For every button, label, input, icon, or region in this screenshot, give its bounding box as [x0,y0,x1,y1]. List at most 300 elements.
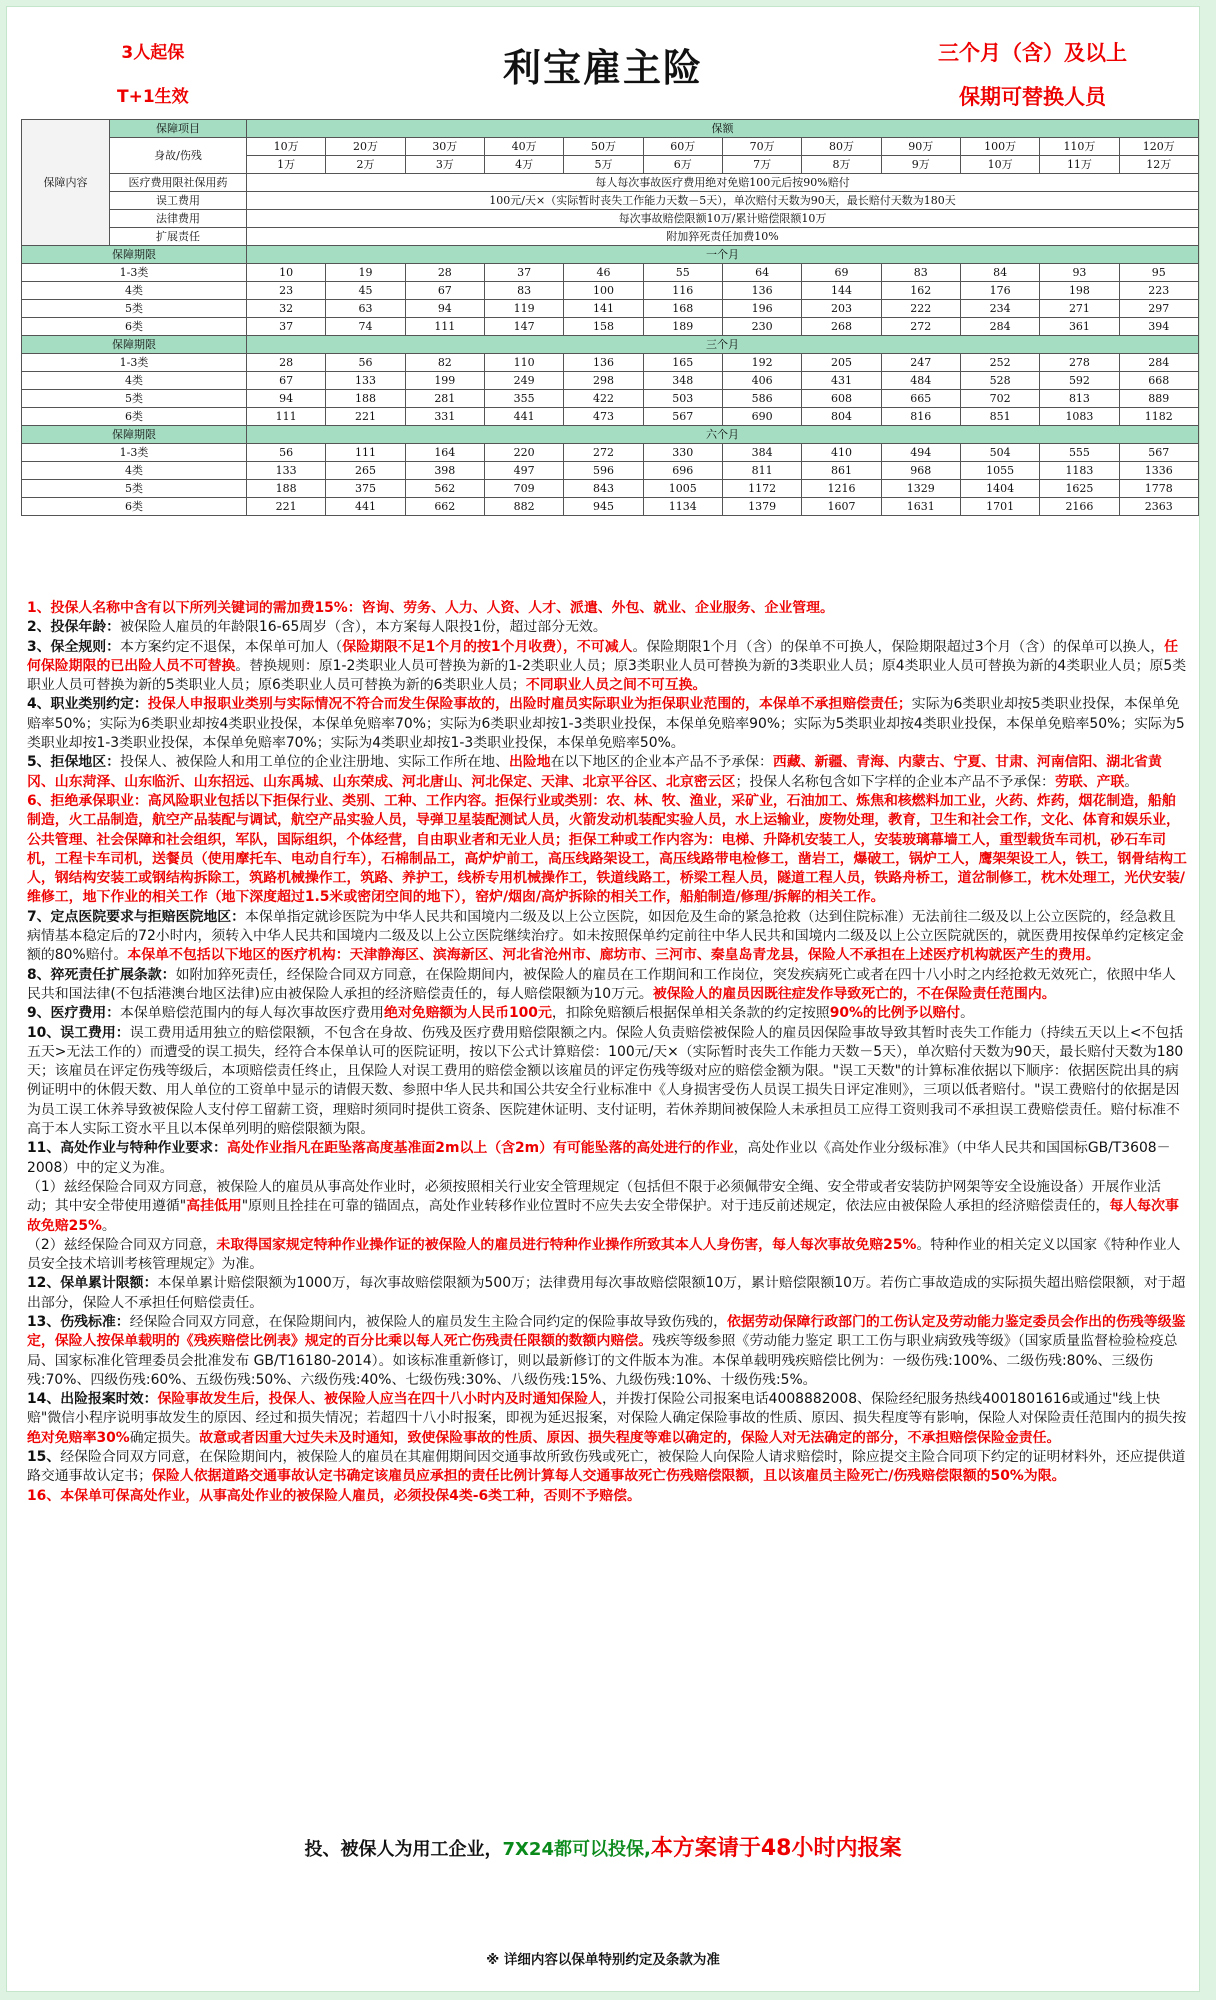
medical-value: 1万 [247,156,326,174]
premium-value: 220 [484,444,563,462]
premium-value: 111 [405,318,484,336]
premium-value: 144 [802,282,881,300]
rule-paragraph [27,695,1187,753]
premium-value: 398 [405,462,484,480]
premium-value: 592 [1040,372,1119,390]
footer-part2: 7X24都可以投保, [502,1839,651,1860]
rule-text: ，扣除免赔额后根据保单相关条款的约定按照 [551,1005,830,1022]
premium-value: 116 [643,282,722,300]
rule-text: 4、职业类别约定： [27,696,148,713]
premium-value: 330 [643,444,722,462]
rule-text: ，并拨打保险公司报案电话4008882008、保险经纪服务热线4001801616或通过"线上快赔"微信小程序说明事故发生的原因、经过和损失情况；若超四十八小时报案，即视为延迟报案，对保险人确定保险事故的性质、原因、损失程度等有影响，保险人对保险责任范围内的损失按 [27,1391,1187,1427]
premium-value: 384 [722,444,801,462]
table-row [22,336,1199,354]
premium-value: 162 [881,282,960,300]
footer-part3: 本方案请于48小时内报案 [650,1836,902,1861]
premium-value: 567 [1119,444,1198,462]
medical-value: 12万 [1119,156,1198,174]
medical-value: 7万 [722,156,801,174]
medical-value: 4万 [484,156,563,174]
rule-text: 。 [1124,773,1139,790]
table-row [22,426,1199,444]
rule-text: ，高处作业以《高处作业分级标准》（中华人民共和国国标GB/T3608－2008）中的定义为准。 [27,1140,1171,1176]
medical-value: 9万 [881,156,960,174]
premium-value: 83 [484,282,563,300]
rule-text: 11、高处作业与特种作业要求： [27,1140,227,1157]
premium-value: 196 [722,300,801,318]
premium-value: 234 [960,300,1039,318]
rule-text: 被保险人雇员的年龄限16-65周岁（含），本方案每人限投1份，超过部分无效。 [120,619,607,636]
period-label: 三个月（含）及以上 [938,41,1127,65]
premium-value: 221 [326,408,405,426]
premium-value: 111 [247,408,326,426]
rule-text: 经保险合同双方同意，在保险期间内，被保险人的雇员在其雇佣期间因交通事故所致伤残或死亡，被保险人向保险人请求赔偿时，除应提交主险合同项下约定的证明材料外，还应提供道路交通事故认定书； [27,1449,1186,1485]
rule-text: 。 [101,1217,116,1234]
premium-value: 811 [722,462,801,480]
premium-value: 441 [484,408,563,426]
premium-value: 298 [564,372,643,390]
premium-value: 268 [802,318,881,336]
medical-value: 6万 [643,156,722,174]
premium-value: 271 [1040,300,1119,318]
premium-value: 141 [564,300,643,318]
premium-value: 278 [1040,354,1119,372]
premium-value: 199 [405,372,484,390]
rule-text: 出险地 [508,754,551,771]
premium-value: 205 [802,354,881,372]
medical-value: 11万 [1040,156,1119,174]
class-label: 6类 [22,318,247,336]
period-name: 三个月 [247,336,1199,354]
premium-value: 1172 [722,480,801,498]
rule-text: 。特种作业的相关定义以国家《特种作业人员安全技术培训考核管理规定》为准。 [27,1236,1181,1273]
footer-note: ※ 详细内容以保单特别约定及条款为准 [486,1952,720,1968]
medical-value: 2万 [326,156,405,174]
premium-value: 100 [564,282,643,300]
premium-value: 497 [484,462,563,480]
ext-label: 扩展责任 [110,228,247,246]
period-label: 保障期限 [22,336,247,354]
class-label: 1-3类 [22,264,247,282]
period-name: 一个月 [247,246,1199,264]
medical-value: 10万 [960,156,1039,174]
premium-value: 223 [1119,282,1198,300]
table-row [22,372,1199,390]
rule-paragraph [27,1487,1187,1506]
premium-value: 1182 [1119,408,1198,426]
rule-text: 如附加猝死责任，经保险合同双方同意，在保险期间内，被保险人的雇员在工作期间和工作岗位，突发疾病死亡或者在四十八小时之内经抢救无效死亡，依照中华人民共和国法律(不包括港澳台地区法律)应由被保险人承担的经济赔偿责任的，每人赔偿限额为10万元。 [27,966,1176,1002]
legal-label: 法律费用 [110,210,247,228]
rule-text: 实际为6类职业却按5类职业投保，本保单免赔率50%；实际为6类职业却按4类职业投保，本保单免赔率70%；实际为6类职业却按1-3类职业投保，本保单免赔率90%；实际为5类职业却按4类职业投保，本保单免赔率50%；实际为5类职业却按1-3类职业投保，本保单免赔率70%；实际为4类职业却按1-3类职业投保，本保单免赔率50%。 [27,696,1185,752]
premium-value: 804 [802,408,881,426]
premium-value: 221 [247,498,326,516]
rule-text: 9、医疗费用： [27,1005,121,1022]
death-value: 100万 [960,138,1039,156]
table-row [22,354,1199,372]
class-label: 6类 [22,498,247,516]
premium-value: 1329 [881,480,960,498]
premium-value: 222 [881,300,960,318]
rule-text: ；投保人名称包含如下字样的企业本产品不予承保： [735,773,1055,790]
table-row [22,390,1199,408]
rule-text: 。保险期限1个月（含）的保单不可换人，保险期限超过3个月（含）的保单可以换人， [632,638,1165,655]
premium-value: 1083 [1040,408,1119,426]
table-row [22,228,1199,246]
death-label: 身故/伤残 [110,138,247,174]
premium-value: 431 [802,372,881,390]
rule-text: 绝对免赔额为人民币100元 [383,1005,552,1022]
rule-paragraph [27,1236,1187,1275]
premium-value: 164 [405,444,484,462]
premium-value: 494 [881,444,960,462]
premium-value: 394 [1119,318,1198,336]
rule-text: 90%的比例予以赔付 [829,1005,961,1022]
rule-paragraph [27,908,1187,966]
ext-note: 附加猝死责任加费10% [247,228,1199,246]
class-label: 4类 [22,282,247,300]
rule-text: 14、出险报案时效： [27,1391,158,1408]
premium-value: 28 [247,354,326,372]
page [6,6,1200,1992]
death-value: 50万 [564,138,643,156]
premium-value: 696 [643,462,722,480]
premium-value: 861 [802,462,881,480]
premium-value: 93 [1040,264,1119,282]
table-row [22,462,1199,480]
premium-value: 410 [802,444,881,462]
medical-note: 每人每次事故医疗费用绝对免赔100元后按90%赔付 [247,174,1199,192]
premium-value: 1379 [722,498,801,516]
table-row [22,174,1199,192]
premium-value: 74 [326,318,405,336]
premium-value: 189 [643,318,722,336]
death-value: 110万 [1040,138,1119,156]
class-label: 4类 [22,372,247,390]
premium-value: 1404 [960,480,1039,498]
class-label: 5类 [22,390,247,408]
class-label: 4类 [22,462,247,480]
premium-value: 249 [484,372,563,390]
rule-text: 。替换规则：原1-2类职业人员可替换为新的1-2类职业人员；原3类职业人员可替换为新的3类职业人员；原4类职业人员可替换为新的4类职业人员；原5类职业人员可替换为新的5类职业人员；原6类职业人员可替换为新的6类职业人员； [27,657,1187,694]
premium-value: 32 [247,300,326,318]
premium-value: 176 [960,282,1039,300]
premium-value: 56 [326,354,405,372]
premium-value: 567 [643,408,722,426]
rule-text: 本保单指定就诊医院为中华人民共和国境内二级及以上公立医院，如因危及生命的紧急抢救（达到住院标准）无法前往二级及以上公立医院的，经急救且病情基本稳定后的72小时内，须转入中华人民共和国境内二级及以上公立医院继续治疗。如未按照保单约定前往中华人民共和国境内二级及以上公立医院就医的，就医费用按保单约定核定金额的80%赔付。 [27,908,1184,964]
class-label: 1-3类 [22,444,247,462]
premium-value: 375 [326,480,405,498]
rule-text: 高挂低用 [186,1198,242,1215]
rule-text: 残疾等级参照《劳动能力鉴定 职工工伤与职业病致残等级》（国家质量监督检验检疫总局、国家标准化管理委员会批准发布 GB/T16180-2014）。如该标准重新修订，则以最新修订的文件版本为准。本保单载明残疾赔偿比例为：一级伤残:100%、二级伤残:80%、三级伤残:70%、四级伤残:60%、五级伤残:50%、六级伤残:40%、七级伤残:30%、八级伤残:15%、九级伤残:10%、十级伤残:5%。 [27,1333,1178,1388]
premium-value: 608 [802,390,881,408]
premium-value: 889 [1119,390,1198,408]
premium-value: 165 [643,354,722,372]
premium-value: 64 [722,264,801,282]
table-row [22,318,1199,336]
table-row [22,246,1199,264]
premium-value: 133 [247,462,326,480]
rule-paragraph [27,599,1187,618]
rule-paragraph [27,638,1187,696]
table-row [22,264,1199,282]
premium-value: 504 [960,444,1039,462]
rule-text: 8、猝死责任扩展条款： [27,966,176,983]
rule-text: 劳联、产联 [1054,773,1125,790]
rule-paragraph [27,1390,1187,1448]
rule-text: 西藏、新疆、青海、内蒙古、宁夏、甘肃、河南信阳、湖北省黄冈、山东菏泽、山东临沂、山东招远、山东禹城、山东荣成、河北唐山、河北保定、天津、北京平谷区、北京密云区 [27,754,1162,790]
premium-value: 95 [1119,264,1198,282]
premium-value: 1701 [960,498,1039,516]
period-label: 保障期限 [22,426,247,444]
premium-value: 406 [722,372,801,390]
premium-value: 422 [564,390,643,408]
rule-paragraph [27,1274,1187,1313]
table-row [22,210,1199,228]
lost-note: 100元/天×（实际暂时丧失工作能力天数－5天），单次赔付天数为90天，最长赔付天数为180天 [247,192,1199,210]
premium-value: 83 [881,264,960,282]
premium-value: 110 [484,354,563,372]
premium-value: 1631 [881,498,960,516]
death-value: 60万 [643,138,722,156]
rule-text: 本方案约定不退保，本保单可加人（ [120,638,343,655]
rule-text: 15、 [27,1449,61,1466]
premium-value: 284 [1119,354,1198,372]
rule-paragraph [27,1139,1187,1178]
rule-text: 10、误工费用： [27,1024,130,1041]
rule-text: 确定损失。 [129,1429,200,1446]
rule-text: 经保险合同双方同意，在保险期间内，被保险人的雇员发生主险合同约定的保险事故导致伤残的， [129,1313,727,1330]
premium-value: 1778 [1119,480,1198,498]
premium-value: 133 [326,372,405,390]
premium-value: 158 [564,318,643,336]
page-title: 利宝雇主险 [502,46,703,90]
rule-text: 高风险职业包括以下拒保行业、类别、工种、工作内容。拒保行业或类别：农、林、牧、渔业，采矿业，石油加工、炼焦和核燃料加工业，火药、炸药，烟花制造，船舶制造，火工品制造，航空产品装配与调试，航空产品实验人员，导弹卫星装配测试人员，火箭发动机装配实验人员，水上运输业，废物处理，教育，卫生和社会工作，文化、体育和娱乐业，公共管理、社会保障和社会组织，军队，国际组织，个体经营，自由职业者和无业人员；拒保工种或工作内容为：电梯、升降机安装工人，安装玻璃幕墙工人，重型载货车司机，砂石车司机，工程卡车司机，送餐员（使用摩托车、电动自行车），石棉制品工，高炉炉前工，高压线路架设工，高压线路带电检修工，凿岩工，爆破工，锅炉工人，鹰架架设工人，铁工，钢骨结构工人，钢结构安装工或钢结构拆除工，筑路机械操作工，筑路、养护工，线桥专用机械操作工，铁道线路工，桥梁工程人员，隧道工程人员，铁路舟桥工，道岔制修工，枕木处理工，光伏安装/维修工，地下作业的相关工作（地下深度超过1.5米或密闭空间的地下），窑炉/烟囱/高炉拆除的相关工作，船舶制造/修理/拆解的相关工作。 [27,792,1187,906]
premium-value: 198 [1040,282,1119,300]
premium-value: 361 [1040,318,1119,336]
death-value: 40万 [484,138,563,156]
rule-text: 13、伤残标准： [27,1313,130,1330]
premium-value: 662 [405,498,484,516]
premium-value: 297 [1119,300,1198,318]
premium-value: 69 [802,264,881,282]
table-row [22,120,1199,138]
premium-value: 147 [484,318,563,336]
premium-value: 816 [881,408,960,426]
rule-text: 投保人、被保险人和用工单位的企业注册地、实际工作所在地、 [120,754,509,771]
table-row [22,444,1199,462]
premium-value: 192 [722,354,801,372]
premium-value: 851 [960,408,1039,426]
premium-value: 281 [405,390,484,408]
premium-value: 1134 [643,498,722,516]
premium-value: 596 [564,462,643,480]
premium-value: 555 [1040,444,1119,462]
rule-text: 被保险人的雇员因既往症发作导致死亡的，不在保险责任范围内。 [652,985,1056,1002]
rule-text: 16、本保单可保高处作业，从事高处作业的被保险人雇员，必须投保4类-6类工种，否则不予赔偿。 [27,1487,641,1504]
item-header: 保障项目 [110,120,247,138]
premium-value: 1055 [960,462,1039,480]
premium-value: 23 [247,282,326,300]
rule-text: 投保人申报职业类别与实际情况不符合而发生保险事故的，出险时雇员实际职业为拒保职业范围的，本保单不承担赔偿责任； [147,696,912,713]
period-name: 六个月 [247,426,1199,444]
premium-value: 1183 [1040,462,1119,480]
rule-paragraph [27,1448,1187,1487]
table-row [22,192,1199,210]
class-label: 6类 [22,408,247,426]
premium-value: 94 [405,300,484,318]
table-row [22,282,1199,300]
table-row [22,498,1199,516]
premium-value: 348 [643,372,722,390]
premium-value: 119 [484,300,563,318]
rule-text: 12、保单累计限额： [27,1275,158,1292]
premium-value: 203 [802,300,881,318]
premium-value: 2166 [1040,498,1119,516]
class-label: 5类 [22,480,247,498]
rule-text: 本保单累计赔偿限额为1000万，每次事故赔偿限额为500万；法律费用每次事故赔偿限额10万，累计赔偿限额10万。若伤亡事故造成的实际损失超出赔偿限额，对于超出部分，保险人不承担任何赔偿责任。 [27,1275,1186,1311]
premium-value: 668 [1119,372,1198,390]
premium-value: 690 [722,408,801,426]
premium-value: 2363 [1119,498,1198,516]
rule-text: 每人每次事故免赔25% [27,1198,1179,1234]
rule-text: （2）兹经保险合同双方同意， [27,1236,217,1253]
premium-value: 665 [881,390,960,408]
death-value: 120万 [1119,138,1198,156]
premium-value: 968 [881,462,960,480]
rule-text: 依据劳动保障行政部门的工伤认定及劳动能力鉴定委员会作出的伤残等级鉴定，保险人按保单载明的《残疾赔偿比例表》规定的百分比乘以每人死亡伤残责任限额的数额内赔偿。 [27,1313,1186,1350]
premium-value: 1216 [802,480,881,498]
medical-value: 8万 [802,156,881,174]
legal-note: 每次事故赔偿限额10万/累计赔偿限额10万 [247,210,1199,228]
rule-paragraph [27,1313,1187,1390]
rule-text: 绝对免赔率30% [27,1429,130,1446]
rule-paragraph [27,618,1187,637]
premium-value: 37 [247,318,326,336]
rule-text: 未取得国家规定特种作业操作证的被保险人的雇员进行特种作业操作所致其本人人身伤害，每人每次事故免赔25% [216,1236,917,1253]
lost-label: 误工费用 [110,192,247,210]
medical-value: 5万 [564,156,643,174]
table-row [22,300,1199,318]
min-insured-label: 3人起保 [121,43,185,63]
premium-value: 82 [405,354,484,372]
rule-text: 高处作业指凡在距坠落高度基准面2m以上（含2m）有可能坠落的高处进行的作业 [226,1140,734,1157]
rule-text: 不同职业人员之间不可互换。 [525,677,707,694]
rule-paragraph [27,1178,1187,1236]
premium-value: 882 [484,498,563,516]
rule-paragraph [27,966,1187,1005]
footer-banner [7,1831,1199,1862]
premium-value: 562 [405,480,484,498]
replace-label: 保期可替换人员 [959,85,1106,109]
premium-value: 702 [960,390,1039,408]
premium-value: 136 [722,282,801,300]
premium-value: 247 [881,354,960,372]
premium-value: 188 [326,390,405,408]
header-right [938,31,1127,119]
premium-value: 441 [326,498,405,516]
death-value: 10万 [247,138,326,156]
rule-text: 6、拒绝承保职业： [27,792,148,809]
premium-value: 813 [1040,390,1119,408]
rule-text: 1、投保人名称中含有以下所列关键词的需加费15%：咨询、劳务、人力、人资、人才、派遣、外包、就业、企业服务、企业管理。 [27,600,834,616]
premium-value: 1336 [1119,462,1198,480]
rule-text: 任何保险期限的已出险人员不可替换 [27,638,1179,674]
amount-header: 保额 [247,120,1199,138]
period-label: 保障期限 [22,246,247,264]
premium-value: 528 [960,372,1039,390]
premium-value: 284 [960,318,1039,336]
rule-text: 本保单不包括以下地区的医疗机构：天津静海区、滨海新区、河北省沧州市、廊坊市、三河市、秦皇岛青龙县，保险人不承担在上述医疗机构就医产生的费用。 [127,947,1100,964]
rules-section [27,599,1187,1506]
premium-value: 10 [247,264,326,282]
premium-value: 45 [326,282,405,300]
premium-value: 355 [484,390,563,408]
rule-text: 故意或者因重大过失未及时通知，致使保险事故的性质、原因、损失程度等难以确定的，保险人对无法确定的部分，不承担赔偿保险金责任。 [199,1429,1061,1446]
table-row [22,480,1199,498]
rule-text: 保险事故发生后，投保人、被保险人应当在四十八小时内及时通知保险人 [157,1391,602,1408]
premium-value: 709 [484,480,563,498]
premium-value: 1625 [1040,480,1119,498]
rule-text: 在以下地区的企业本产品不予承保： [550,754,773,771]
premium-value: 945 [564,498,643,516]
premium-value: 136 [564,354,643,372]
rule-text: "原则且拴挂在可靠的锚固点，高处作业转移作业位置时不应失去安全带保护。对于违反前述规定，依法应由被保险人承担的经济赔偿责任的， [241,1198,1110,1215]
premium-value: 188 [247,480,326,498]
footer-part1: 投、被保人为用工企业， [304,1839,503,1860]
death-value: 80万 [802,138,881,156]
premium-value: 503 [643,390,722,408]
class-label: 5类 [22,300,247,318]
premium-value: 252 [960,354,1039,372]
premium-value: 272 [564,444,643,462]
rule-text: 本保单赔偿范围内的每人每次事故医疗费用 [120,1005,384,1022]
death-value: 70万 [722,138,801,156]
premium-value: 84 [960,264,1039,282]
premium-value: 1005 [643,480,722,498]
premium-value: 67 [405,282,484,300]
premium-value: 484 [881,372,960,390]
premium-value: 265 [326,462,405,480]
table-row [22,408,1199,426]
section-label: 保障内容 [22,120,110,246]
premium-value: 586 [722,390,801,408]
premium-value: 63 [326,300,405,318]
premium-table [21,119,1199,516]
premium-value: 843 [564,480,643,498]
medical-label: 医疗费用限社保用药 [110,174,247,192]
death-value: 30万 [405,138,484,156]
premium-value: 168 [643,300,722,318]
premium-value: 67 [247,372,326,390]
premium-value: 111 [326,444,405,462]
header [7,7,1199,119]
premium-value: 55 [643,264,722,282]
rule-text: 误工费用适用独立的赔偿限额，不包含在身故、伤残及医疗费用赔偿限额之内。保险人负责赔偿被保险人的雇员因保险事故导致其暂时丧失工作能力（持续五天以上<不包括五天>无法工作的）而遭受的误工损失，经符合本保单认可的医院证明，按以下公式计算赔偿：100元/天×（实际暂时丧失工作能力天数－5天），单次赔付天数为90天，最长赔付天数为180天；该雇员在评定伤残等级后，本项赔偿责任终止，且保险人对误工费用的赔偿金额以该雇员的评定伤残等级对应的赔偿金额为限。"误工天数"的计算标准依据以下顺序：依据医院出具的病例证明中的休假天数、用人单位的工资单中显示的请假天数、参照中华人民共和国公共安全行业标准中《人身损害受伤人员误工损失日评定准则》，三项以低者赔付。"误工费赔付的依据是因为员工误工休养导致被保险人支付停工留薪工资，理赔时须同时提供工资条、医院建休证明、支付证明，若休养期间被保险人未承担员工应得工资则我司不承担误工费赔偿责任。赔付标准不高于本人实际工资水平且以本保单列明的赔偿限额为限。 [27,1024,1184,1138]
rule-text: 5、拒保地区： [27,754,121,771]
premium-value: 19 [326,264,405,282]
premium-value: 473 [564,408,643,426]
rule-paragraph [27,1024,1187,1140]
rule-paragraph [27,792,1187,908]
premium-value: 331 [405,408,484,426]
medical-value: 3万 [405,156,484,174]
rule-text: 。 [960,1005,975,1022]
premium-value: 56 [247,444,326,462]
rule-paragraph [27,753,1187,792]
rule-text: 7、定点医院要求与拒赔医院地区： [27,908,246,925]
premium-value: 272 [881,318,960,336]
premium-value: 37 [484,264,563,282]
